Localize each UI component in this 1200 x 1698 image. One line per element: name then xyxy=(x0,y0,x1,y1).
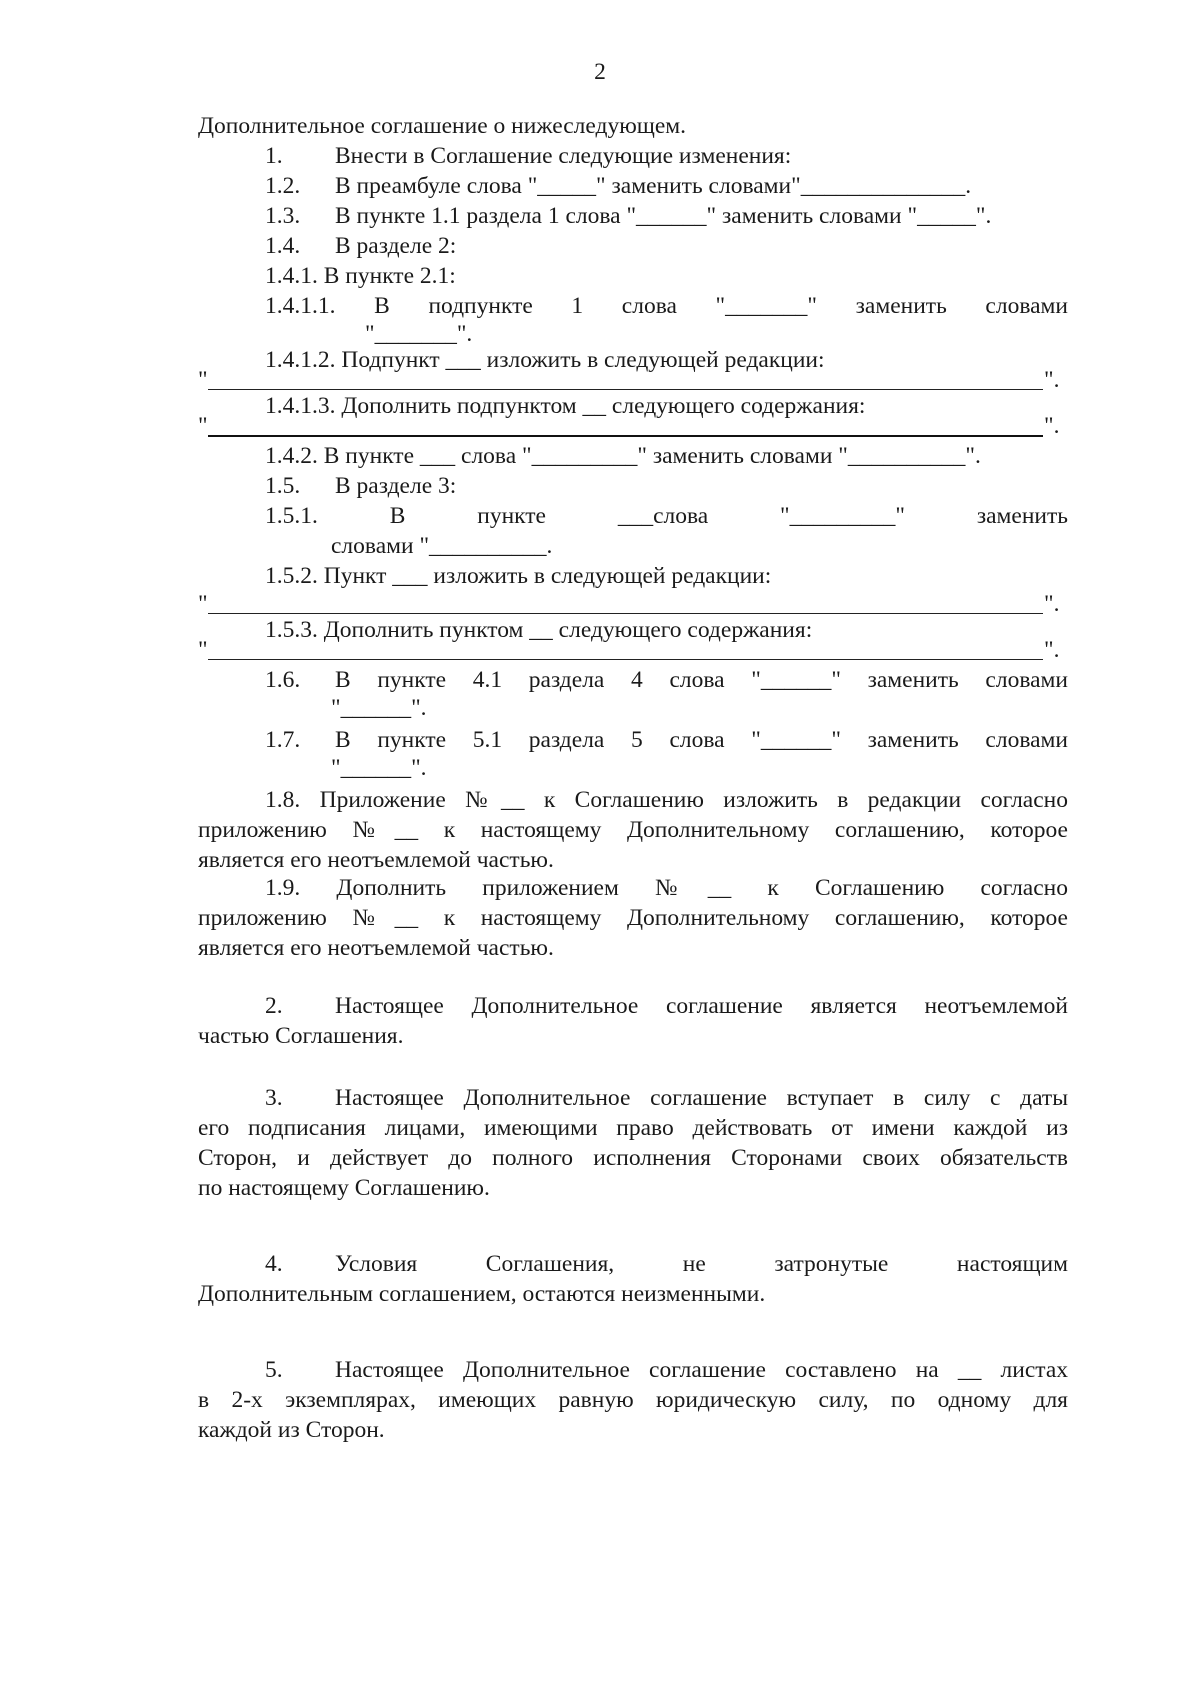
item-number: 1.4. xyxy=(265,233,301,259)
item-text: В разделе 3: xyxy=(335,473,457,499)
item-number: 1.6. xyxy=(265,667,301,693)
fill-line xyxy=(208,613,1043,614)
item-2 xyxy=(265,992,1068,1022)
item-1 xyxy=(265,142,791,172)
item-number: 1.2. xyxy=(265,173,301,199)
item-text: Условия Соглашения, не затронутые настоящим xyxy=(335,1251,1068,1277)
close-quote: ". xyxy=(1044,637,1060,663)
item-text: В пункте 4.1 раздела 4 слова "______" заменить словами xyxy=(335,667,1068,693)
item-1-5-3: 1.5.3. Дополнить пунктом __ следующего содержания: xyxy=(265,617,813,643)
item-5-end: каждой из Сторон. xyxy=(198,1417,385,1443)
item-text: Настоящее Дополнительное соглашение вступает в силу с даты xyxy=(335,1085,1068,1111)
item-number: 4. xyxy=(265,1251,283,1277)
item-number: 1.5. xyxy=(265,473,301,499)
item-1-8-end: является его неотъемлемой частью. xyxy=(198,847,554,873)
item-1-4-2: 1.4.2. В пункте ___ слова "_________" заменить словами "__________". xyxy=(265,443,981,469)
item-1-7-cont: "______". xyxy=(331,755,427,781)
item-1-6 xyxy=(265,666,1068,696)
item-3 xyxy=(265,1084,1068,1114)
item-1-9-end: является его неотъемлемой частью. xyxy=(198,935,554,961)
page-number: 2 xyxy=(594,59,606,85)
item-1-4 xyxy=(265,232,456,262)
item-1-4-1-2: 1.4.1.2. Подпункт ___ изложить в следующей редакции: xyxy=(265,347,825,373)
item-1-3 xyxy=(265,202,991,232)
item-number: 1.7. xyxy=(265,727,301,753)
item-1-4-1-1: 1.4.1.1. В подпункте 1 слова "_______" заменить словами xyxy=(265,293,1068,319)
item-text: В преамбуле слова "_____" заменить словами"______________. xyxy=(335,173,972,199)
intro-line: Дополнительное соглашение о нижеследующем. xyxy=(198,113,687,139)
item-1-4-1: 1.4.1. В пункте 2.1: xyxy=(265,263,456,289)
item-1-5-1-cont: словами "__________. xyxy=(331,533,553,559)
item-1-5-1: 1.5.1. В пункте ___слова "_________" заменить xyxy=(265,503,1068,529)
item-1-8-cont: приложению №__ к настоящему Дополнительному соглашению, которое xyxy=(198,817,1068,843)
item-1-6-cont: "______". xyxy=(331,695,427,721)
close-quote: ". xyxy=(1044,413,1060,439)
item-number: 5. xyxy=(265,1357,283,1383)
close-quote: ". xyxy=(1044,591,1060,617)
item-number: 2. xyxy=(265,993,283,1019)
item-1-4-1-3: 1.4.1.3. Дополнить подпунктом __ следующего содержания: xyxy=(265,393,866,419)
item-5-cont: в 2-х экземплярах, имеющих равную юридическую силу, по одному для xyxy=(198,1387,1068,1413)
item-1-9: 1.9. Дополнить приложением №__ к Соглашению согласно xyxy=(265,875,1068,901)
item-3-cont2: Сторон, и действует до полного исполнения Сторонами своих обязательств xyxy=(198,1145,1068,1171)
open-quote: " xyxy=(198,591,208,617)
item-3-cont: его подписания лицами, имеющими право действовать от имени каждой из xyxy=(198,1115,1068,1141)
fill-line xyxy=(208,389,1043,390)
item-1-4-1-1-cont: "_______". xyxy=(365,321,473,347)
fill-line xyxy=(208,435,1043,437)
item-3-end: по настоящему Соглашению. xyxy=(198,1175,490,1201)
open-quote: " xyxy=(198,413,208,439)
item-1-2 xyxy=(265,172,971,202)
open-quote: " xyxy=(198,637,208,663)
item-5 xyxy=(265,1356,1068,1386)
item-text: В пункте 5.1 раздела 5 слова "______" заменить словами xyxy=(335,727,1068,753)
fill-line xyxy=(208,659,1043,660)
item-number: 1. xyxy=(265,143,283,169)
item-1-7 xyxy=(265,726,1068,756)
item-number: 3. xyxy=(265,1085,283,1111)
item-1-9-cont: приложению №__ к настоящему Дополнительному соглашению, которое xyxy=(198,905,1068,931)
close-quote: ". xyxy=(1044,367,1060,393)
item-1-5-2: 1.5.2. Пункт ___ изложить в следующей редакции: xyxy=(265,563,772,589)
item-1-5 xyxy=(265,472,456,502)
item-text: Настоящее Дополнительное соглашение составлено на __ листах xyxy=(335,1357,1068,1383)
item-4-cont: Дополнительным соглашением, остаются неизменными. xyxy=(198,1281,766,1307)
item-text: В разделе 2: xyxy=(335,233,457,259)
item-text: В пункте 1.1 раздела 1 слова "______" заменить словами "_____". xyxy=(335,203,992,229)
open-quote: " xyxy=(198,367,208,393)
item-4 xyxy=(265,1250,1068,1280)
item-text: Настоящее Дополнительное соглашение является неотъемлемой xyxy=(335,993,1068,1019)
item-1-8: 1.8. Приложение №__ к Соглашению изложить в редакции согласно xyxy=(265,787,1068,813)
item-number: 1.3. xyxy=(265,203,301,229)
item-2-cont: частью Соглашения. xyxy=(198,1023,404,1049)
item-text: Внести в Соглашение следующие изменения: xyxy=(335,143,792,169)
